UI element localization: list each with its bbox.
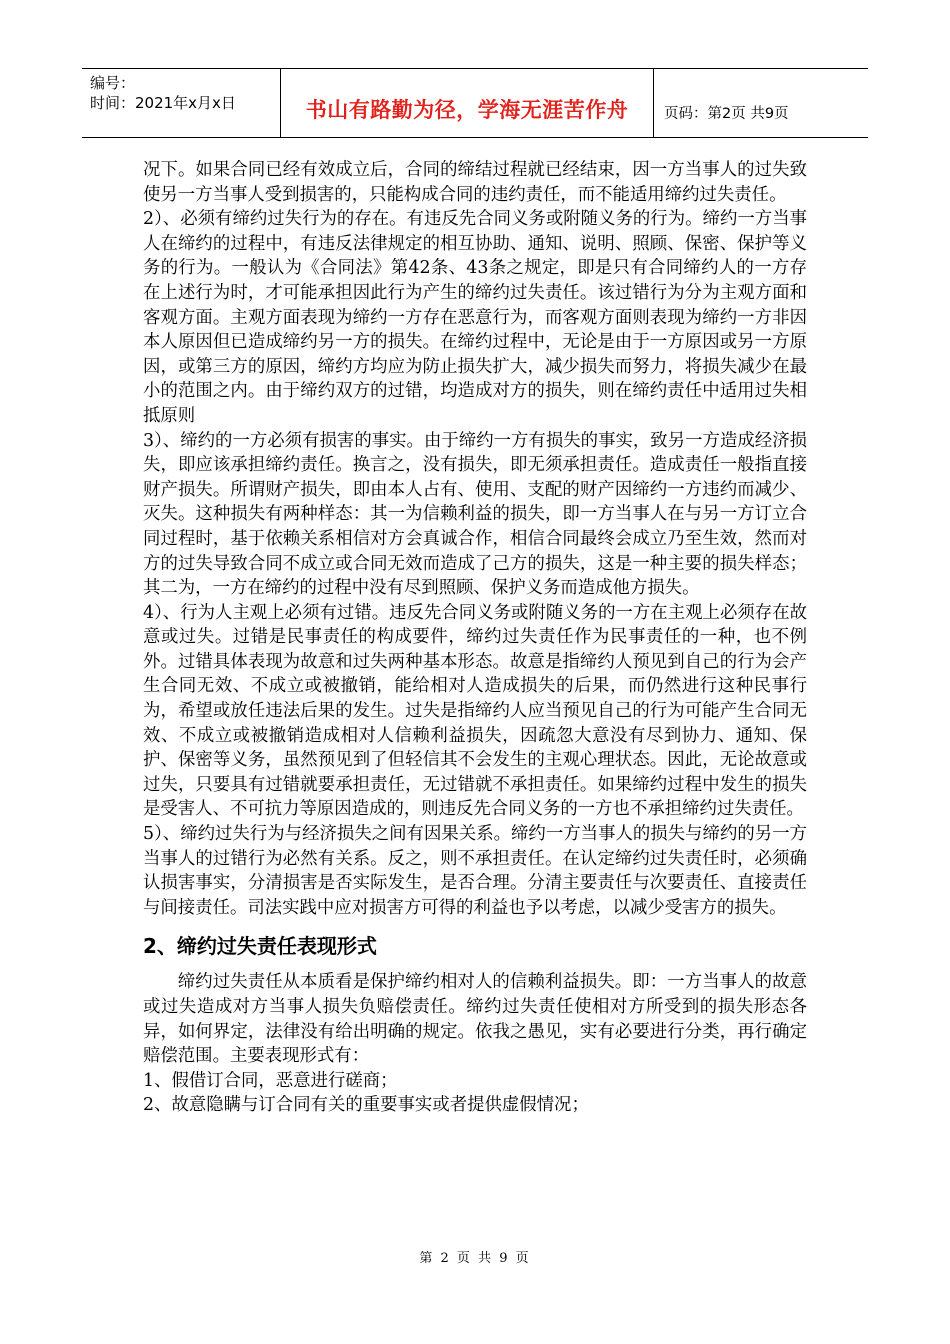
body-paragraph: 4）、行为人主观上必须有过错。违反先合同义务或附随义务的一方在主观上必须存在故意或过失。过错是民事责任的构成要件，缔约过失责任作为民事责任的一种，也不例外。过错具体表现为故意和过失两种基本形态。故意是指缔约人预见到自己的行为会产生合同无效、不成立或被撤销，能给相对人造成损失的后果，而仍然进行这种民事行为，希望或放任违法后果的发生。过失是指缔约人应当预见自己的行为可能产生合同无效、不成立或被撤销造成相对人信赖利益损失，因疏忽大意没有尽到协力、通知、保护、保密等义务，虽然预见到了但轻信其不会发生的主观心理状态。因此，无论故意或过失，只要具有过错就要承担责任，无过错就不承担责任。如果缔约过程中发生的损失是受害人、不可抗力等原因造成的，则违反先合同义务的一方也不承担缔约过失责任。 <box>143 602 807 820</box>
body-paragraph: 5）、缔约过失行为与经济损失之间有因果关系。缔约一方当事人的损失与缔约的另一方当事人的过错行为必然有关系。反之，则不承担责任。在认定缔约过失责任时，必须确认损害事实，分清损害是否实际发生，是否合理。分清主要责任与次要责任、直接责任与间接责任。司法实践中应对损害方可得的利益也予以考虑，以减少受害方的损失。 <box>143 824 807 918</box>
intro-paragraph: 缔约过失责任从本质看是保护缔约相对人的信赖利益损失。即：一方当事人的故意或过失造成对方当事人损失负赔偿责任。缔约过失责任使相对方所受到的损失形态各异，如何界定，法律没有给出明确的规定。依我之愚见，实有必要进行分类，再行确定赔偿范围。主要表现形式有： <box>143 972 807 1067</box>
document-body <box>143 158 807 1118</box>
page-header <box>82 68 868 138</box>
body-paragraph: 3）、缔约的一方必须有损害的事实。由于缔约一方有损失的事实，致另一方造成经济损失，即应该承担缔约责任。换言之，没有损失，即无须承担责任。造成责任一般指直接财产损失。所谓财产损失，即由本人占有、使用、支配的财产因缔约一方违约而减少、灭失。这种损失有两种样态：其一为信赖利益的损失，即一方当事人在与另一方订立合同过程时，基于依赖关系相信对方会真诚合作，相信合同最终会成立乃至生效，然而对方的过失导致合同不成立或合同无效而造成了己方的损失，这是一种主要的损失样态；其二为，一方在缔约的过程中没有尽到照顾、保护义务而造成他方损失。 <box>143 430 807 599</box>
list-item: 2、故意隐瞒与订合同有关的重要事实或者提供虚假情况； <box>143 1095 589 1116</box>
document-number-label: 编号： <box>90 74 136 92</box>
header-meta <box>82 69 280 137</box>
body-paragraph: 2）、必须有缔约过失行为的存在。有违反先合同义务或附随义务的行为。缔约一方当事人在缔约的过程中，有违反法律规定的相互协助、通知、说明、照顾、保密、保护等义务的行为。一般认为《合同法》第42条、43条之规定，即是只有合同缔约人的一方存在上述行为时，才可能承担因此行为产生的缔约过失责任。该过错行为分为主观方面和客观方面。主观方面表现为缔约一方存在恶意行为，而客观方面则表现为缔约一方非因本人原因但已造成缔约另一方的损失。在缔约过程中，无论是由于一方原因或另一方原因，或第三方的原因，缔约方均应为防止损失扩大，减少损失而努力，将损失减少在最小的范围之内。由于缔约双方的过错，均造成对方的损失，则在缔约责任中适用过失相抵原则 <box>143 209 807 426</box>
header-motto-cell <box>280 69 654 137</box>
body-paragraph: 况下。如果合同已经有效成立后，合同的缔结过程就已经结束，因一方当事人的过失致使另一方当事人受到损害的，只能构成合同的违约责任，而不能适用缔约过失责任。 <box>143 160 807 205</box>
header-motto: 书山有路勤为径，学海无涯苦作舟 <box>305 98 629 122</box>
header-page-info: 页码：第2页 共9页 <box>664 105 789 122</box>
page-footer: 第 2 页 共 9 页 <box>419 1251 531 1266</box>
document-date-label: 时间：2021年x月x日 <box>90 94 236 112</box>
section-heading: 2、缔约过失责任表现形式 <box>143 934 377 959</box>
list-item: 1、假借订合同，恶意进行磋商； <box>143 1070 398 1091</box>
